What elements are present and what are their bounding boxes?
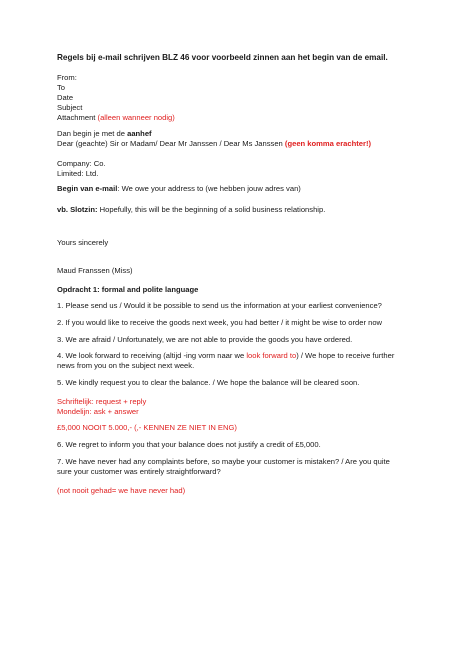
item-4-highlight: look forward to bbox=[246, 351, 297, 360]
never-note: (not nooit gehad= we have never had) bbox=[57, 486, 186, 495]
attachment-field bbox=[57, 113, 437, 123]
slotzin-label: vb. Slotzin: bbox=[57, 205, 98, 214]
item-3: 3. We are afraid / Unfortunately, we are not able to provide the goods you have ordered. bbox=[57, 335, 353, 344]
aanhef-intro-text: Dan begin je met de bbox=[57, 129, 125, 138]
item-7 bbox=[57, 457, 437, 477]
aanhef-note: (geen komma erachter!) bbox=[284, 139, 372, 148]
oral-note: Mondelijn: ask + answer bbox=[57, 407, 139, 416]
document-title: Regels bij e-mail schrijven BLZ 46 voor voorbeeld zinnen aan het begin van de email. bbox=[57, 53, 388, 62]
slotzin-text: Hopefully, this will be the beginning of a solid business relationship. bbox=[99, 205, 326, 214]
item-4-pre: 4. We look forward to receiving (altijd -ing vorm naar we bbox=[57, 351, 245, 360]
aanhef-line: Dear (geachte) Sir or Madam/ Dear Mr Janssen / Dear Ms Janssen bbox=[57, 139, 283, 148]
slotzin-line bbox=[57, 205, 437, 215]
begin-line bbox=[57, 184, 437, 194]
item-4-line-1 bbox=[57, 351, 437, 361]
pounds-note: £5,000 NOOIT 5.000,- (,- KENNEN ZE NIET IN ENG) bbox=[57, 423, 237, 432]
item-7-line-1: 7. We have never had any complaints before, so maybe your customer is mistaken? / Are you quite bbox=[57, 457, 390, 466]
item-7-line-2: sure your customer was entirely straightforward? bbox=[57, 467, 221, 476]
header-fields bbox=[57, 73, 437, 123]
begin-label: Begin van e-mail bbox=[57, 184, 118, 193]
to-field: To bbox=[57, 83, 66, 92]
signature: Maud Franssen (Miss) bbox=[57, 266, 133, 275]
company-line: Company: Co. bbox=[57, 159, 106, 168]
subject-field: Subject bbox=[57, 103, 83, 112]
begin-text: : We owe your address to (we hebben jouw adres van) bbox=[117, 184, 301, 193]
item-4-post: ) / We hope to receive further bbox=[296, 351, 395, 360]
closing: Yours sincerely bbox=[57, 238, 109, 247]
limited-line: Limited: Ltd. bbox=[57, 169, 99, 178]
aanhef-section bbox=[57, 129, 437, 149]
from-field: From: bbox=[57, 73, 77, 82]
item-4 bbox=[57, 351, 437, 371]
item-4-line-2: news from you on the subject next week. bbox=[57, 361, 195, 370]
item-6: 6. We regret to inform you that your balance does not justify a credit of £5,000. bbox=[57, 440, 321, 449]
opdracht-title: Opdracht 1: formal and polite language bbox=[57, 285, 199, 294]
item-1: 1. Please send us / Would it be possible to send us the information at your earliest convenience? bbox=[57, 301, 382, 310]
written-note: Schriftelijk: request + reply bbox=[57, 397, 147, 406]
attachment-label: Attachment bbox=[57, 113, 96, 122]
date-field: Date bbox=[57, 93, 74, 102]
company-section bbox=[57, 159, 437, 179]
attachment-note: (alleen wanneer nodig) bbox=[97, 113, 175, 122]
item-2: 2. If you would like to receive the goods next week, you had better / it might be wise to order now bbox=[57, 318, 383, 327]
aanhef-intro bbox=[57, 129, 437, 139]
aanhef-word: aanhef bbox=[127, 129, 152, 138]
aanhef-examples bbox=[57, 139, 437, 149]
item-5: 5. We kindly request you to clear the balance. / We hope the balance will be cleared soon. bbox=[57, 378, 360, 387]
